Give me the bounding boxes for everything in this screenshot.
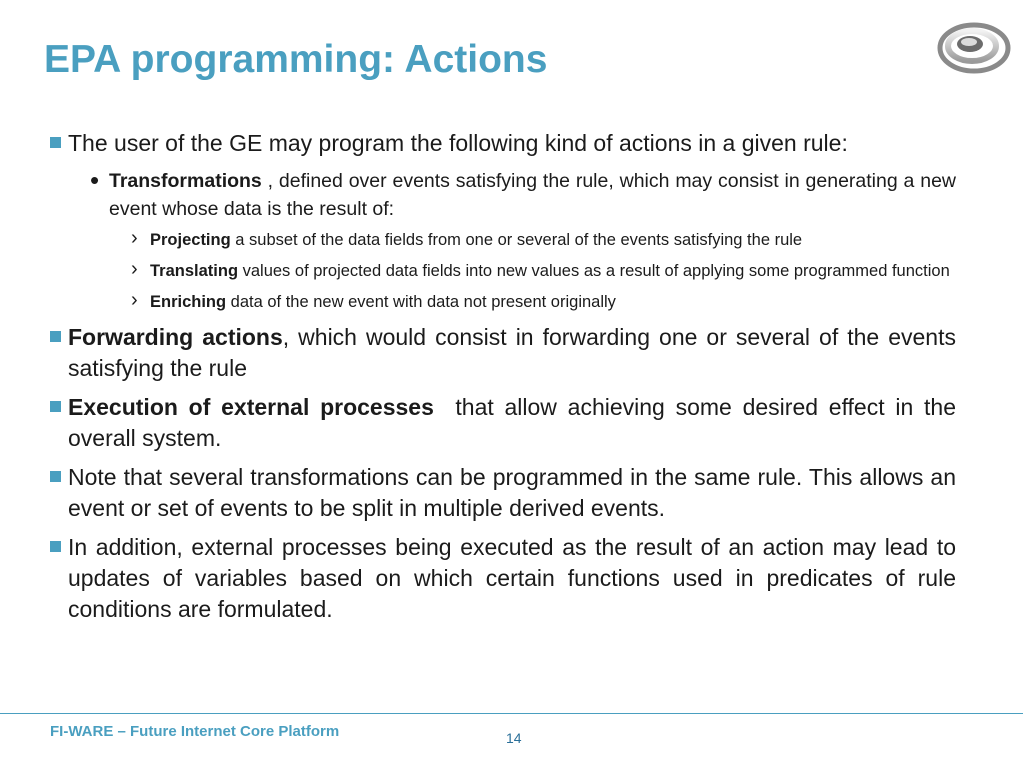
projecting-term: Projecting [150, 231, 231, 249]
projecting-text: a subset of the data fields from one or several of the events satisfying the rule [230, 231, 803, 249]
footer-divider [0, 713, 1023, 714]
square-bullet-icon [50, 331, 61, 342]
page-title: EPA programming: Actions [44, 38, 548, 81]
square-bullet-icon [50, 471, 61, 482]
forwarding-text: , which would consist in forwarding one or several of the events satisfying the rule [68, 324, 956, 381]
execution-term: Execution of external processes [68, 394, 434, 420]
addition-text: In addition, external processes being executed as the result of an action may lead to updates of variables based on which certain functions used in predicates of rule conditions are formulated. [68, 534, 956, 622]
chevron-bullet-icon: › [131, 258, 138, 280]
forwarding-term: Forwarding actions [68, 324, 283, 350]
bullet-transformations [90, 167, 956, 223]
bullet-execution [50, 392, 963, 454]
bullet-forwarding [50, 322, 956, 384]
enriching-text: data of the new event with data not present originally [226, 293, 616, 311]
bullet-enriching [131, 291, 956, 314]
page-number: 14 [506, 730, 522, 746]
enriching-term: Enriching [150, 293, 227, 311]
bullet-translating [131, 260, 956, 283]
square-bullet-icon [50, 541, 61, 552]
slide-content [50, 128, 963, 633]
fi-ware-logo-icon [936, 20, 1012, 76]
square-bullet-icon [50, 137, 61, 148]
bullet-addition [50, 532, 956, 625]
chevron-bullet-icon: › [131, 227, 138, 249]
translating-term: Translating [150, 262, 239, 280]
bullet-intro [50, 128, 956, 159]
execution-text: that allow achieving some desired effect in the overall system. [68, 394, 963, 451]
transformations-text: , defined over events satisfying the rule, which may consist in generating a new event whose data is the result of: [109, 170, 956, 220]
bullet-note [50, 462, 956, 524]
footer-text: FI-WARE – Future Internet Core Platform [50, 723, 340, 740]
note-text: Note that several transformations can be programmed in the same rule. This allows an event or set of events to be split in multiple derived events. [68, 464, 956, 521]
dot-bullet-icon: • [90, 165, 100, 195]
intro-text: The user of the GE may program the following kind of actions in a given rule: [68, 130, 848, 156]
bullet-projecting [131, 229, 956, 252]
translating-text: values of projected data fields into new values as a result of applying some programmed function [238, 262, 950, 280]
square-bullet-icon [50, 401, 61, 412]
chevron-bullet-icon: › [131, 289, 138, 311]
transformations-term: Transformations [109, 170, 262, 192]
